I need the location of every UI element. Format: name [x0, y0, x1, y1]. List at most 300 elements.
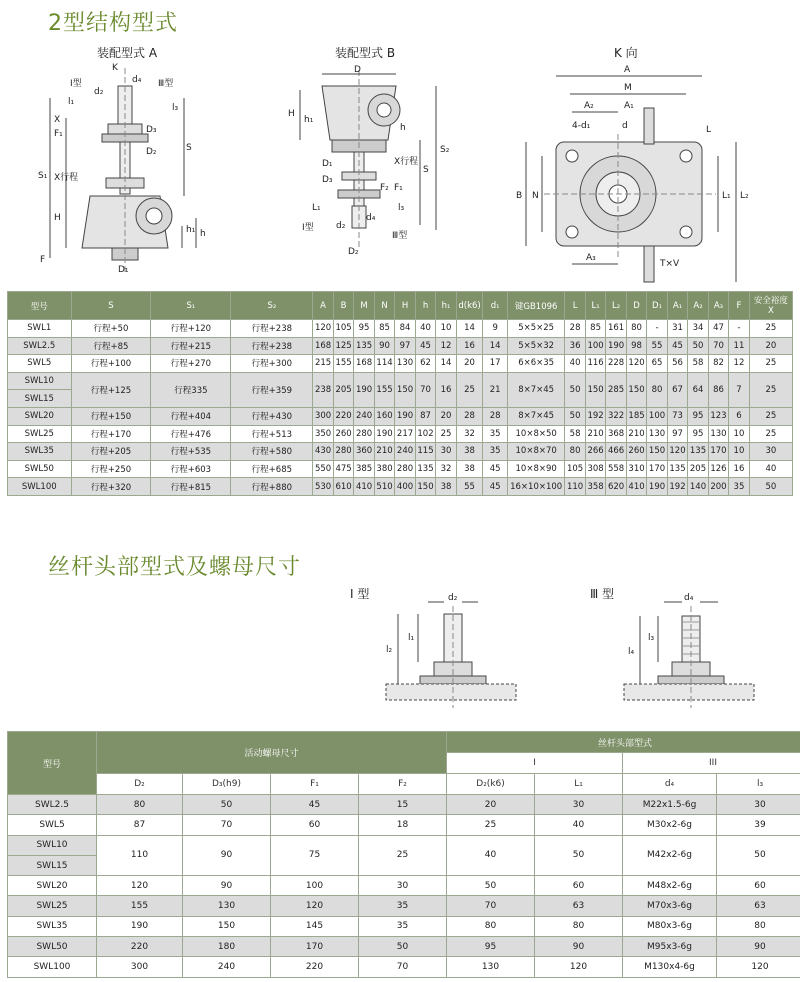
- value-cell: 58: [688, 355, 708, 373]
- assembly-b-drawing: [280, 60, 458, 260]
- k-view-label-b: B: [516, 191, 523, 201]
- value-cell: 190: [647, 478, 667, 496]
- value-cell: 10: [729, 443, 749, 461]
- value-cell: 120: [535, 957, 623, 977]
- value-cell: 98: [626, 337, 646, 355]
- value-cell: 80: [565, 443, 585, 461]
- spec-header: 安全裕度 X: [749, 292, 792, 320]
- value-cell: 220: [271, 957, 359, 977]
- value-cell: 358: [585, 478, 605, 496]
- value-cell: M95x3-6g: [623, 937, 717, 957]
- value-cell: 28: [456, 407, 483, 425]
- value-cell: 115: [415, 443, 435, 461]
- value-cell: 120: [667, 443, 687, 461]
- value-cell: 400: [395, 478, 415, 496]
- value-cell: 67: [667, 372, 687, 407]
- spec-header: B: [333, 292, 353, 320]
- k-view-label-a1: A₁: [624, 101, 634, 111]
- spec-header: L₂: [606, 292, 626, 320]
- value-cell: 行程+359: [231, 372, 313, 407]
- model-cell: SWL2.5: [8, 337, 72, 355]
- head-type-i-drawing: [378, 592, 524, 714]
- diagram-caption-k: K 向: [614, 46, 638, 60]
- value-cell: 40: [749, 460, 792, 478]
- value-cell: 14: [456, 320, 483, 338]
- value-cell: 190: [606, 337, 626, 355]
- value-cell: 120: [271, 896, 359, 916]
- value-cell: M80x3-6g: [623, 916, 717, 936]
- value-cell: 25: [447, 815, 535, 835]
- value-cell: 35: [483, 443, 508, 461]
- value-cell: 155: [97, 896, 183, 916]
- model-cell: SWL100: [8, 957, 97, 977]
- table-row: [8, 795, 800, 815]
- spec-header: d(k6): [456, 292, 483, 320]
- value-cell: 410: [354, 478, 374, 496]
- value-cell: 100: [647, 407, 667, 425]
- value-cell: 192: [667, 478, 687, 496]
- value-cell: 130: [708, 425, 728, 443]
- value-cell: 8×7×45: [507, 372, 564, 407]
- value-cell: 行程+404: [151, 407, 231, 425]
- spec-header: A₃: [708, 292, 728, 320]
- table-row: [8, 957, 800, 977]
- diagram-a-label-h1: h₁: [186, 225, 196, 235]
- model-cell: SWL25: [8, 896, 97, 916]
- diagram-caption-a: 装配型式 A: [97, 46, 158, 60]
- value-cell: 150: [585, 372, 605, 407]
- diagram-a-label-s1: S₁: [38, 171, 48, 181]
- value-cell: 510: [374, 478, 394, 496]
- value-cell: 36: [565, 337, 585, 355]
- value-cell: 240: [183, 957, 271, 977]
- value-cell: 610: [333, 478, 353, 496]
- value-cell: 8×7×45: [507, 407, 564, 425]
- model-cell: SWL10: [8, 835, 97, 855]
- value-cell: 30: [749, 443, 792, 461]
- value-cell: 97: [667, 425, 687, 443]
- value-cell: 90: [717, 937, 800, 957]
- value-cell: 25: [456, 372, 483, 407]
- value-cell: 190: [395, 407, 415, 425]
- k-view-label-a3: A₃: [586, 253, 596, 263]
- head-iii-label-d4: d₄: [684, 593, 694, 603]
- model-cell: SWL1: [8, 320, 72, 338]
- nut-col-header: L₁: [535, 774, 623, 795]
- value-cell: 25: [436, 425, 456, 443]
- value-cell: 97: [395, 337, 415, 355]
- diagram-b-label-type-i: Ⅰ型: [302, 223, 314, 233]
- value-cell: 行程+430: [231, 407, 313, 425]
- nut-col-header: D₂(k6): [447, 774, 535, 795]
- k-view-label-m: M: [624, 83, 632, 93]
- k-view-label-l: L: [706, 125, 712, 135]
- nut-col-header: d₄: [623, 774, 717, 795]
- value-cell: 行程+513: [231, 425, 313, 443]
- value-cell: 114: [374, 355, 394, 373]
- value-cell: 25: [749, 372, 792, 407]
- value-cell: 360: [354, 443, 374, 461]
- value-cell: 160: [374, 407, 394, 425]
- value-cell: 322: [606, 407, 626, 425]
- table-row: [8, 425, 793, 443]
- value-cell: 205: [688, 460, 708, 478]
- value-cell: 31: [667, 320, 687, 338]
- value-cell: 25: [359, 835, 447, 876]
- value-cell: 16: [456, 337, 483, 355]
- value-cell: 20: [436, 407, 456, 425]
- diagram-caption-b: 装配型式 B: [335, 46, 396, 60]
- table-row: [8, 355, 793, 373]
- value-cell: 150: [183, 916, 271, 936]
- value-cell: 5×5×32: [507, 337, 564, 355]
- model-cell: SWL35: [8, 443, 72, 461]
- value-cell: 行程+215: [151, 337, 231, 355]
- value-cell: 100: [271, 876, 359, 896]
- value-cell: 240: [395, 443, 415, 461]
- value-cell: 6×6×35: [507, 355, 564, 373]
- diagram-b-label-h1: h₁: [304, 115, 314, 125]
- spec-header: h: [415, 292, 435, 320]
- value-cell: 行程+238: [231, 337, 313, 355]
- value-cell: 95: [447, 937, 535, 957]
- value-cell: 14: [483, 337, 508, 355]
- nut-group-row: [8, 732, 800, 753]
- spec-header: 键GB1096: [507, 292, 564, 320]
- value-cell: 70: [708, 337, 728, 355]
- spec-header: N: [374, 292, 394, 320]
- diagram-a-label-d2-cap: D₂: [146, 147, 157, 157]
- value-cell: -: [729, 320, 749, 338]
- value-cell: 行程+125: [71, 372, 151, 407]
- value-cell: 45: [667, 337, 687, 355]
- value-cell: 11: [729, 337, 749, 355]
- k-view-label-a: A: [624, 65, 631, 75]
- value-cell: 60: [271, 815, 359, 835]
- diagram-a-label-l3: l₃: [172, 103, 179, 113]
- model-cell: SWL50: [8, 460, 72, 478]
- value-cell: 190: [354, 372, 374, 407]
- value-cell: 70: [359, 957, 447, 977]
- nut-col-header: F₁: [271, 774, 359, 795]
- diagram-b-label-d1: D₁: [322, 159, 333, 169]
- diagram-a-label-d1: D₁: [118, 265, 129, 275]
- value-cell: 50: [565, 372, 585, 407]
- table-row: [8, 337, 793, 355]
- value-cell: 行程+85: [71, 337, 151, 355]
- value-cell: 215: [313, 355, 333, 373]
- k-view-label-a2: A₂: [584, 101, 594, 111]
- value-cell: 行程+476: [151, 425, 231, 443]
- value-cell: -: [647, 320, 667, 338]
- table-row: [8, 320, 793, 338]
- value-cell: 行程+320: [71, 478, 151, 496]
- table-row: [8, 937, 800, 957]
- value-cell: 20: [456, 355, 483, 373]
- value-cell: 40: [565, 355, 585, 373]
- value-cell: 63: [717, 896, 800, 916]
- value-cell: 170: [271, 937, 359, 957]
- value-cell: 28: [483, 407, 508, 425]
- table-row: [8, 478, 793, 496]
- value-cell: 130: [447, 957, 535, 977]
- spec-header: S₁: [151, 292, 231, 320]
- value-cell: 200: [708, 478, 728, 496]
- value-cell: 95: [688, 407, 708, 425]
- table-row: [8, 896, 800, 916]
- value-cell: 310: [626, 460, 646, 478]
- model-cell: SWL5: [8, 355, 72, 373]
- value-cell: 行程+580: [231, 443, 313, 461]
- value-cell: 102: [415, 425, 435, 443]
- head-iii-label-l4: l₄: [628, 647, 635, 657]
- diagram-a-label-h-small: h: [200, 229, 206, 239]
- diagram-b-label-type-iii: Ⅲ型: [392, 231, 408, 241]
- value-cell: 15: [359, 795, 447, 815]
- nut-col-header: D₃(h9): [183, 774, 271, 795]
- value-cell: 45: [415, 337, 435, 355]
- model-cell: SWL100: [8, 478, 72, 496]
- value-cell: 145: [271, 916, 359, 936]
- nut-header-nut-size: 活动螺母尺寸: [97, 732, 447, 774]
- value-cell: 30: [359, 876, 447, 896]
- value-cell: 300: [97, 957, 183, 977]
- value-cell: 56: [667, 355, 687, 373]
- value-cell: 220: [97, 937, 183, 957]
- nut-header-model: 型号: [8, 732, 97, 795]
- model-cell: SWL2.5: [8, 795, 97, 815]
- diagram-a-label-f1: F₁: [54, 129, 63, 139]
- value-cell: 行程+238: [231, 320, 313, 338]
- value-cell: M30x2-6g: [623, 815, 717, 835]
- value-cell: 95: [688, 425, 708, 443]
- spec-header: D: [626, 292, 646, 320]
- diagram-b-label-h: H: [288, 109, 295, 119]
- value-cell: 155: [374, 372, 394, 407]
- value-cell: 220: [333, 407, 353, 425]
- value-cell: 行程+300: [231, 355, 313, 373]
- value-cell: 行程+535: [151, 443, 231, 461]
- value-cell: 368: [606, 425, 626, 443]
- diagram-a-label-x: X: [54, 115, 61, 125]
- value-cell: 280: [333, 443, 353, 461]
- value-cell: 64: [688, 372, 708, 407]
- k-view-label-l2: L₂: [740, 191, 749, 201]
- value-cell: 87: [415, 407, 435, 425]
- spec-header: D₁: [647, 292, 667, 320]
- value-cell: 40: [447, 835, 535, 876]
- diagram-a-label-d4: d₄: [132, 75, 142, 85]
- value-cell: 10×8×70: [507, 443, 564, 461]
- diagram-a-label-d3: D₃: [146, 125, 157, 135]
- value-cell: 90: [183, 876, 271, 896]
- spec-header: 型号: [8, 292, 72, 320]
- value-cell: 38: [436, 478, 456, 496]
- value-cell: 466: [606, 443, 626, 461]
- value-cell: 60: [535, 876, 623, 896]
- nut-col-header: l₃: [717, 774, 800, 795]
- value-cell: 86: [708, 372, 728, 407]
- diagram-b-label-d3: D₃: [322, 175, 333, 185]
- value-cell: 21: [483, 372, 508, 407]
- value-cell: 280: [395, 460, 415, 478]
- value-cell: 430: [313, 443, 333, 461]
- value-cell: 32: [436, 460, 456, 478]
- value-cell: 10: [729, 425, 749, 443]
- value-cell: 300: [313, 407, 333, 425]
- k-view-label-4d1: 4-d₁: [572, 121, 591, 131]
- value-cell: 38: [456, 443, 483, 461]
- value-cell: 73: [667, 407, 687, 425]
- value-cell: 行程+120: [151, 320, 231, 338]
- value-cell: M42x2-6g: [623, 835, 717, 876]
- diagram-b-label-h-small: h: [400, 123, 406, 133]
- value-cell: 行程+150: [71, 407, 151, 425]
- spec-header-row: [8, 292, 793, 320]
- value-cell: 530: [313, 478, 333, 496]
- value-cell: 80: [647, 372, 667, 407]
- diagram-b-label-l3: l₃: [398, 203, 405, 213]
- value-cell: 260: [626, 443, 646, 461]
- value-cell: 32: [456, 425, 483, 443]
- value-cell: 35: [359, 896, 447, 916]
- value-cell: 25: [749, 425, 792, 443]
- spec-header: S₂: [231, 292, 313, 320]
- value-cell: 135: [688, 443, 708, 461]
- value-cell: 65: [647, 355, 667, 373]
- value-cell: 126: [708, 460, 728, 478]
- table-row: [8, 407, 793, 425]
- value-cell: 25: [749, 407, 792, 425]
- value-cell: 40: [415, 320, 435, 338]
- k-view-label-txv: T×V: [660, 259, 680, 269]
- diagram-b-label-d2-cap: D₂: [348, 247, 359, 257]
- value-cell: 125: [333, 337, 353, 355]
- value-cell: 50: [183, 795, 271, 815]
- value-cell: 行程335: [151, 372, 231, 407]
- value-cell: 17: [483, 355, 508, 373]
- value-cell: 47: [708, 320, 728, 338]
- nut-header-head-type: 丝杆头部型式: [447, 732, 800, 753]
- value-cell: 40: [535, 815, 623, 835]
- value-cell: 620: [606, 478, 626, 496]
- value-cell: 120: [717, 957, 800, 977]
- value-cell: 7: [729, 372, 749, 407]
- spec-table: [7, 291, 793, 496]
- value-cell: M48x2-6g: [623, 876, 717, 896]
- value-cell: 150: [415, 478, 435, 496]
- value-cell: 190: [374, 425, 394, 443]
- value-cell: 9: [483, 320, 508, 338]
- value-cell: 75: [271, 835, 359, 876]
- value-cell: 10×8×90: [507, 460, 564, 478]
- value-cell: 260: [333, 425, 353, 443]
- value-cell: 20: [749, 337, 792, 355]
- value-cell: 12: [729, 355, 749, 373]
- value-cell: 123: [708, 407, 728, 425]
- value-cell: 150: [647, 443, 667, 461]
- value-cell: 50: [565, 407, 585, 425]
- value-cell: 238: [313, 372, 333, 407]
- value-cell: 14: [436, 355, 456, 373]
- value-cell: 行程+250: [71, 460, 151, 478]
- spec-table-body: [8, 320, 793, 496]
- value-cell: 217: [395, 425, 415, 443]
- value-cell: 130: [183, 896, 271, 916]
- value-cell: 58: [565, 425, 585, 443]
- nut-header-type-i: I: [447, 753, 623, 774]
- model-cell: SWL5: [8, 815, 97, 835]
- value-cell: 105: [333, 320, 353, 338]
- diagram-a-label-k: K: [112, 63, 118, 73]
- value-cell: 20: [447, 795, 535, 815]
- diagram-b-label-d4: d₄: [366, 213, 376, 223]
- value-cell: 35: [729, 478, 749, 496]
- value-cell: 70: [447, 896, 535, 916]
- spec-header: A₂: [688, 292, 708, 320]
- value-cell: 110: [565, 478, 585, 496]
- value-cell: 285: [606, 372, 626, 407]
- value-cell: 30: [717, 795, 800, 815]
- value-cell: 110: [97, 835, 183, 876]
- diagram-a-label-stroke: X行程: [54, 173, 79, 183]
- model-cell: SWL50: [8, 937, 97, 957]
- model-cell: SWL15: [8, 855, 97, 875]
- diagram-b-label-f2: F₂: [380, 183, 389, 193]
- value-cell: 39: [717, 815, 800, 835]
- value-cell: 50: [717, 835, 800, 876]
- value-cell: 63: [535, 896, 623, 916]
- value-cell: 308: [585, 460, 605, 478]
- value-cell: 5×5×25: [507, 320, 564, 338]
- value-cell: 45: [271, 795, 359, 815]
- table-row: [8, 876, 800, 896]
- model-cell: SWL35: [8, 916, 97, 936]
- diagram-a-label-h: H: [54, 213, 61, 223]
- value-cell: 行程+205: [71, 443, 151, 461]
- spec-header: A₁: [667, 292, 687, 320]
- value-cell: 558: [606, 460, 626, 478]
- value-cell: 82: [708, 355, 728, 373]
- value-cell: 50: [535, 835, 623, 876]
- head-type-iii-drawing: [618, 592, 764, 714]
- model-cell: SWL10: [8, 372, 72, 390]
- nut-col-header: D₂: [97, 774, 183, 795]
- head-iii-label-l3: l₃: [648, 633, 655, 643]
- value-cell: 210: [626, 425, 646, 443]
- value-cell: M22x1.5-6g: [623, 795, 717, 815]
- value-cell: M130x4-6g: [623, 957, 717, 977]
- nut-col-header: F₂: [359, 774, 447, 795]
- diagram-b-label-s2: S₂: [440, 145, 450, 155]
- value-cell: 行程+170: [71, 425, 151, 443]
- spec-header: H: [395, 292, 415, 320]
- value-cell: 228: [606, 355, 626, 373]
- value-cell: 16: [729, 460, 749, 478]
- value-cell: 10: [436, 320, 456, 338]
- value-cell: 90: [535, 937, 623, 957]
- value-cell: 150: [626, 372, 646, 407]
- value-cell: 50: [688, 337, 708, 355]
- value-cell: 190: [97, 916, 183, 936]
- value-cell: 185: [626, 407, 646, 425]
- value-cell: 140: [688, 478, 708, 496]
- spec-header: F: [729, 292, 749, 320]
- value-cell: 161: [606, 320, 626, 338]
- value-cell: 130: [395, 355, 415, 373]
- value-cell: 30: [535, 795, 623, 815]
- diagram-b-label-d: D: [354, 65, 361, 75]
